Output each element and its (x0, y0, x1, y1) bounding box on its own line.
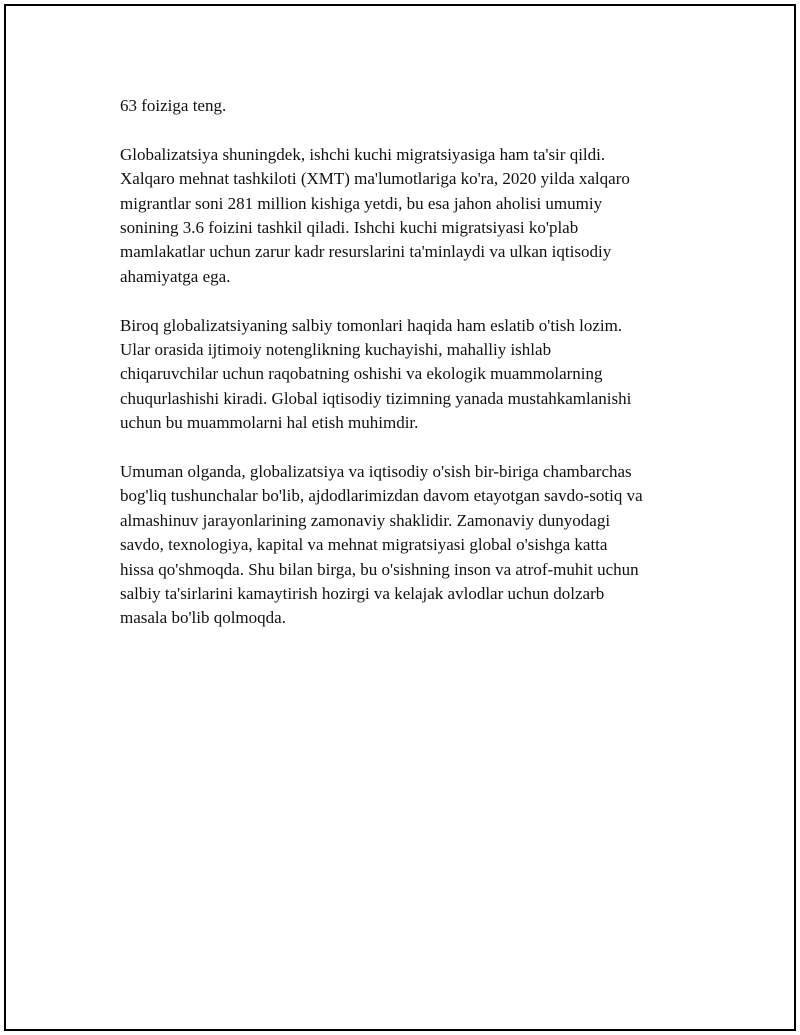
document-body (120, 94, 710, 655)
document-page (4, 4, 796, 1031)
paragraph-conclusion: Umuman olganda, globalizatsiya va iqtisodiy o'sish bir-biriga chambarchas bog'liq tushunchalar bo'lib, ajdodlarimizdan davom etayotgan savdo-sotiq va almashinuv jarayonlarining zamonaviy shaklidir. Zamonaviy dunyodagi savdo, texnologiya, kapital va mehnat migratsiyasi global o'sishga katta hissa qo'shmoqda. Shu bilan birga, bu o'sishning inson va atrof-muhit uchun salbiy ta'sirlarini kamaytirish hozirgi va kelajak avlodlar uchun dolzarb masala bo'lib qolmoqda. (120, 462, 643, 628)
paragraph-continuation: 63 foiziga teng. (120, 96, 227, 115)
paragraph-negative-aspects: Biroq globalizatsiyaning salbiy tomonlari haqida ham eslatib o'tish lozim. Ular orasida ijtimoiy notenglikning kuchayishi, mahalliy ishlab chiqaruvchilar uchun raqobatning oshishi va ekologik muammolarning chuqurlashishi kiradi. Global iqtisodiy tizimning yanada mustahkamlanishi uchun bu muammolarni hal etish muhimdir. (120, 315, 632, 433)
paragraph-labor-migration: Globalizatsiya shuningdek, ishchi kuchi migratsiyasiga ham ta'sir qildi. Xalqaro mehnat tashkiloti (XMT) ma'lumotlariga ko'ra, 2020 yilda xalqaro migrantlar soni 281 million kishiga yetdi, bu esa jahon aholisi umumiy sonining 3.6 foizini tashkil qiladi. Ishchi kuchi migratsiyasi ko'plab mamlakatlar uchun zarur kadr resurslarini ta'minlaydi va ulkan iqtisodiy ahamiyatga ega. (120, 144, 630, 286)
